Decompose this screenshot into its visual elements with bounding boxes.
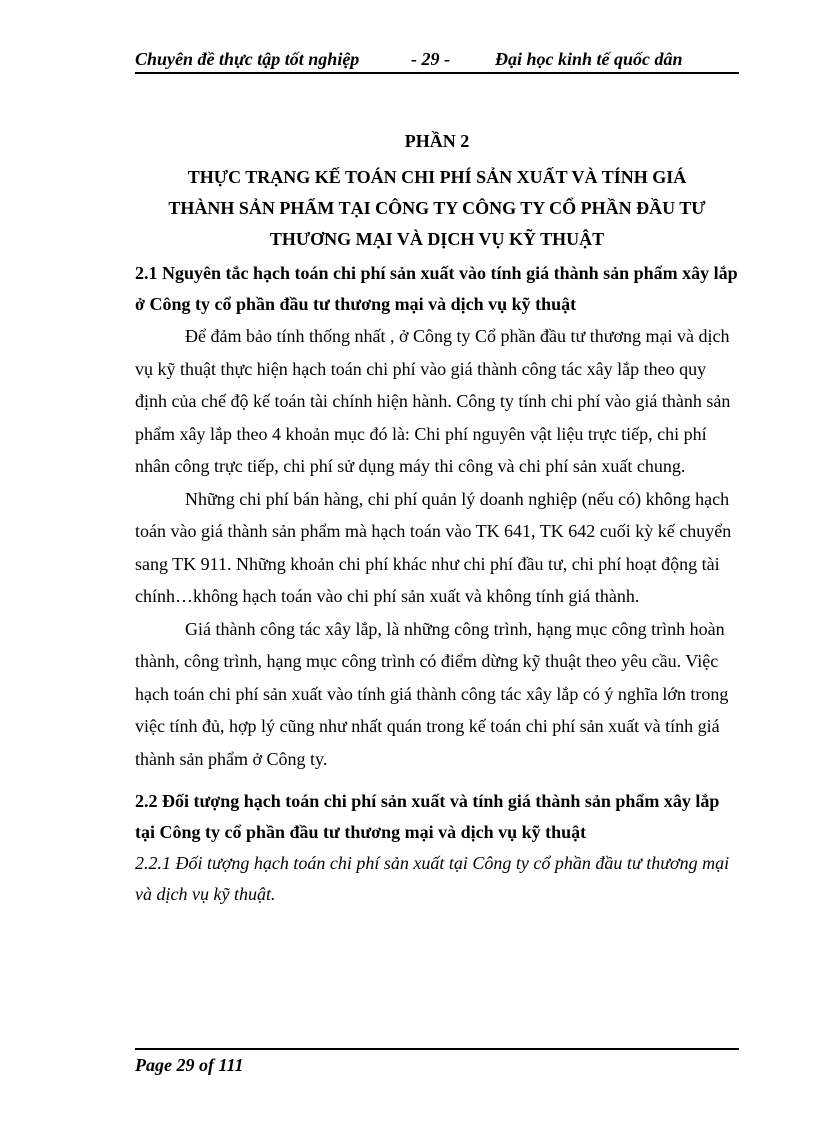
section-heading-2-2: 2.2 Đối tượng hạch toán chi phí sản xuất và tính giá thành sản phẩm xây lắp tại Công ty cổ phần đầu tư thương mại và dịch vụ kỹ thuật — [135, 791, 720, 842]
chapter-title-line-3: THƯƠNG MẠI VÀ DỊCH VỤ KỸ THUẬT — [269, 229, 605, 249]
paragraph-2: Những chi phí bán hàng, chi phí quản lý doanh nghiệp (nếu có) không hạch toán vào giá thành sản phẩm mà hạch toán vào TK 641, TK 642 cuối kỳ kế chuyển sang TK 911. Những khoản chi phí khác như chi phí đầu tư, chi phí hoạt động tài chính…không hạch toán vào chi phí sản xuất và không tính giá thành. — [135, 488, 732, 606]
subsection-heading-2-2-1: 2.2.1 Đối tượng hạch toán chi phí sản xuất tại Công ty cổ phần đầu tư thương mại và dịch vụ kỹ thuật. — [135, 853, 730, 904]
footer-page-count: Page 29 of 111 — [135, 1055, 244, 1075]
chapter-title-line-2: THÀNH SẢN PHẨM TẠI CÔNG TY CÔNG TY CỔ PHẦN ĐẦU TƯ — [168, 198, 706, 218]
part-title: PHẦN 2 — [404, 131, 470, 151]
header-thesis-title: Chuyên đề thực tập tốt nghiệp — [135, 49, 360, 69]
section-heading-2-1: 2.1 Nguyên tắc hạch toán chi phí sản xuất vào tính giá thành sản phẩm xây lắp ở Công ty cổ phần đầu tư thương mại và dịch vụ kỹ thuật — [135, 263, 738, 314]
page-footer — [135, 1048, 739, 1075]
header-university: Đại học kinh tế quốc dân — [495, 49, 683, 69]
paragraph-1: Để đảm bảo tính thống nhất , ở Công ty Cổ phần đầu tư thương mại và dịch vụ kỹ thuật thực hiện hạch toán chi phí vào giá thành công tác xây lắp theo quy định của chế độ kế toán tài chính hiện hành. Công ty tính chi phí vào giá thành sản phẩm xây lắp theo 4 khoản mục đó là: Chi phí nguyên vật liệu trực tiếp, chi phí nhân công trực tiếp, chi phí sử dụng máy thi công và chi phí sản xuất chung. — [135, 326, 731, 476]
chapter-title-line-1: THỰC TRẠNG KẾ TOÁN CHI PHÍ SẢN XUẤT VÀ TÍNH GIÁ — [187, 167, 687, 187]
body-content — [135, 258, 739, 910]
paragraph-3: Giá thành công tác xây lắp, là những công trình, hạng mục công trình hoàn thành, công trình, hạng mục công trình có điểm dừng kỹ thuật theo yêu cầu. Việc hạch toán chi phí sản xuất vào tính giá thành công tác xây lắp có ý nghĩa lớn trong việc tính đủ, hợp lý cũng như nhất quán trong kế toán chi phí sản xuất và tính giá thành sản phẩm ở Công ty. — [135, 618, 729, 769]
chapter-title-block — [135, 127, 739, 255]
page-header — [135, 46, 739, 74]
header-page-number: - 29 - — [411, 49, 450, 69]
